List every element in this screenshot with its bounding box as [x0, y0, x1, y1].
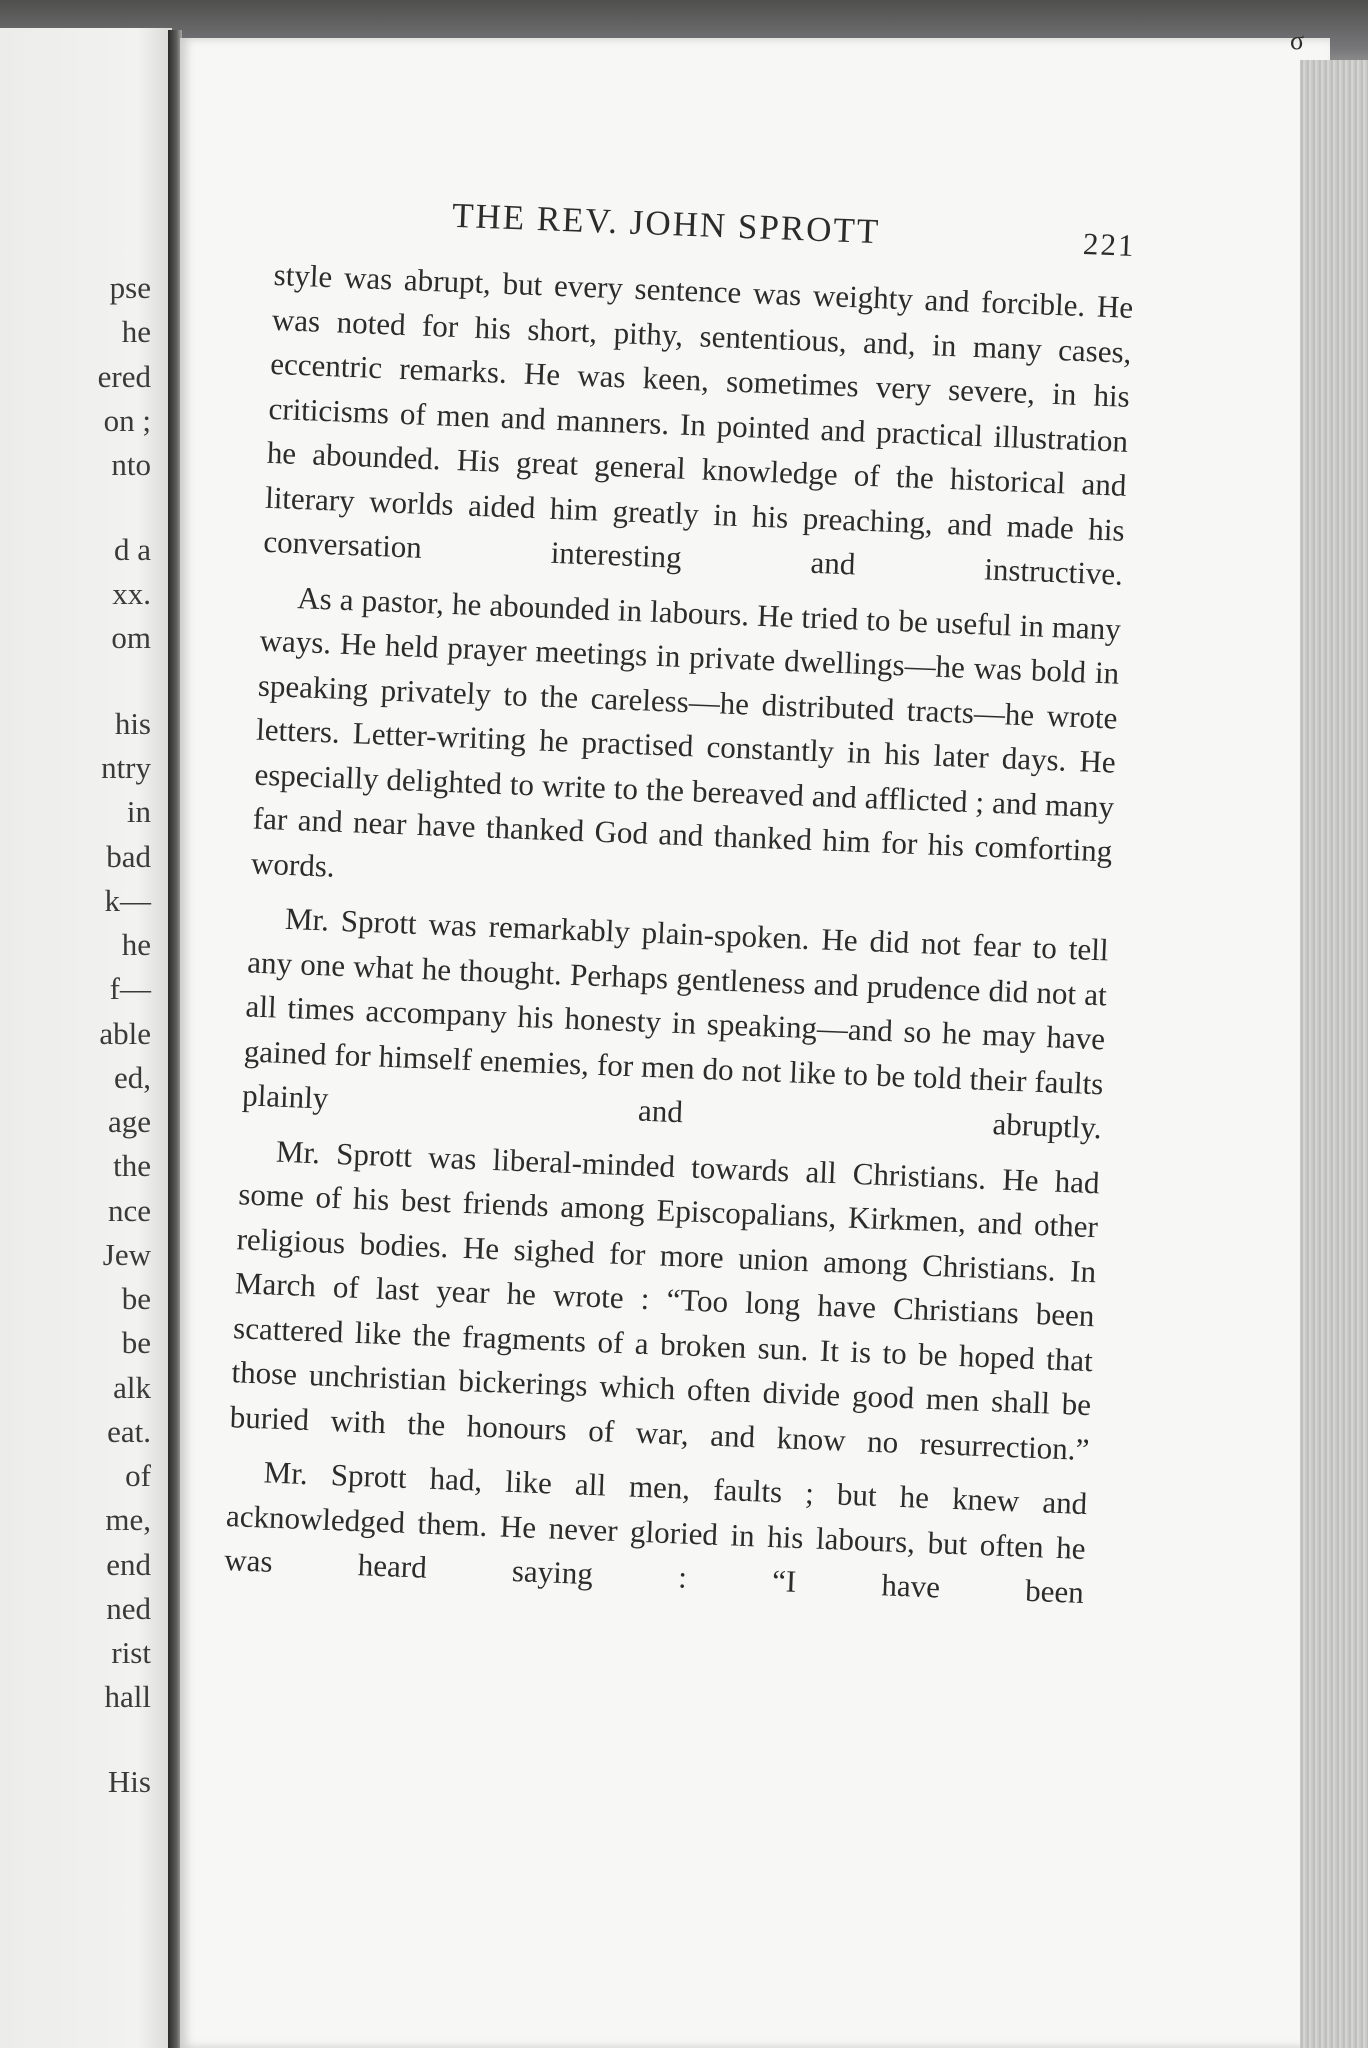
left-fragment: k— [104, 883, 151, 918]
left-fragment: pse [109, 270, 151, 305]
corner-mark: σ [1290, 26, 1305, 55]
left-fragment: the [113, 1148, 151, 1183]
left-fragment: he [121, 927, 151, 962]
paragraph: Mr. Sprott had, like all men, faults ; but he knew and acknowledged them. He never gloried in his labours, but often he was heard saying : “I have been [223, 1454, 1088, 1610]
left-fragment: bad [106, 839, 151, 874]
page-text-block [224, 189, 1137, 1615]
left-fragment: rist [111, 1635, 151, 1670]
paragraph: Mr. Sprott was remarkably plain-spoken. He did not fear to tell any one what he thought. Perhaps gentleness and prudence did not at all times accompany his honesty in speaking—and so he may have gained for himself enemies, for men do not like to be told their faults plainly and abruptly. [241, 900, 1110, 1146]
left-fragment: f— [109, 971, 151, 1006]
page-edge-stack [1300, 60, 1368, 2048]
left-fragment: on ; [103, 403, 151, 438]
left-fragment: be [121, 1325, 151, 1360]
left-fragment: ed, [113, 1060, 151, 1095]
left-fragment: he [121, 314, 151, 349]
left-fragment: his [114, 706, 151, 741]
left-fragment: nto [111, 447, 151, 482]
left-fragment: Jew [102, 1237, 151, 1272]
left-fragment: be [121, 1281, 151, 1316]
paragraph: Mr. Sprott was liberal-minded towards all Christians. He had some of his best friends among Episcopalians, Kirkmen, and other religious bodies. He sighed for more union among Christians. In March of last year he wrote : “Too long have Christians been scattered like the fragments of a broken sun. It is to be hoped that those unchristian bickerings which often divide good men shall be buried with the honours of war, and know no resurrection.” [229, 1133, 1101, 1467]
left-fragment: His [107, 1764, 151, 1799]
left-fragment: in [126, 794, 151, 829]
left-fragment: om [111, 620, 151, 655]
paragraph: As a pastor, he abounded in labours. He tried to be useful in many ways. He held prayer meetings in private dwellings—he was bold in speaking privately to the careless—he distributed tracts—he wrote letters. Letter-writing he practised constantly in his later days. He especially delighted to write to the bereaved and afflicted ; and many far and near have thanked God and thanked him for his comforting words. [250, 579, 1122, 884]
left-fragment: nce [107, 1193, 151, 1228]
page-number: 221 [1082, 226, 1137, 263]
left-fragment: age [107, 1104, 151, 1139]
paragraph: style was abrupt, but every sentence was weighty and forcible. He was noted for his short, pithy, sententious, and, in many cases, eccentric remarks. He was keen, sometimes very severe, in his criticisms of men and manners. In pointed and practical illustration he abounded. His great general knowledge of the historical and literary worlds aided him greatly in his preaching, and made his conversation interesting and instructive. [262, 256, 1134, 592]
running-head-title: THE REV. JOHN SPROTT [451, 195, 881, 252]
left-fragment: of [125, 1458, 151, 1493]
left-fragment: ered [97, 359, 151, 394]
left-fragment: ned [106, 1591, 151, 1626]
left-fragment: me, [105, 1502, 151, 1537]
left-fragment: ntry [101, 750, 151, 785]
left-fragment: eat. [107, 1414, 151, 1449]
left-fragment: end [106, 1547, 151, 1582]
left-fragment: able [99, 1016, 151, 1051]
left-fragment: d a [113, 532, 151, 567]
left-fragment: xx. [112, 576, 151, 611]
left-fragment: alk [113, 1370, 151, 1405]
left-fragment: hall [104, 1679, 151, 1714]
